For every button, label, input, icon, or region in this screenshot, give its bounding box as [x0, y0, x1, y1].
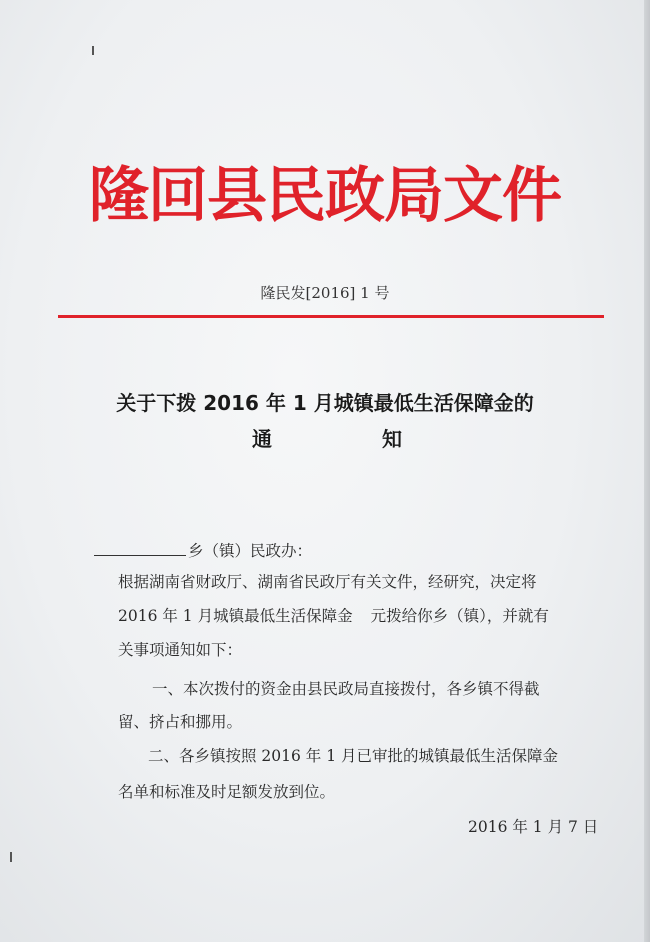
- issuer-title: 隆回县民政局文件: [89, 161, 561, 231]
- subject-char-tong: 通: [252, 427, 272, 451]
- paper-speck: [92, 46, 94, 55]
- para1-line2-start: 2016 年 1 月城镇最低生活保障金: [118, 607, 353, 625]
- document-number: 隆民发[2016] 1 号: [260, 284, 390, 302]
- paper-speck: [10, 852, 12, 862]
- addressee-line: [94, 538, 312, 564]
- item2-line1: 二、各乡镇按照 2016 年 1 月已审批的城镇最低生活保障金: [148, 747, 559, 765]
- para1-line2: [118, 603, 549, 629]
- paper-edge: [644, 0, 650, 942]
- item1-line2: 留、挤占和挪用。: [118, 713, 243, 731]
- addressee-blank: [94, 539, 186, 556]
- subject-title-line1: 关于下拨 2016 年 1 月城镇最低生活保障金的: [116, 391, 534, 415]
- subject-char-zhi: 知: [382, 427, 402, 451]
- subject-title-line2: [252, 424, 452, 454]
- addressee-text: 乡（镇）民政办：: [188, 542, 313, 560]
- red-divider-line: [58, 315, 604, 318]
- para1-line1: 根据湖南省财政厅、湖南省民政厅有关文件，经研究，决定将: [118, 573, 537, 591]
- issue-date: 2016 年 1 月 7 日: [468, 818, 599, 836]
- item1-line1: 一、本次拨付的资金由县民政局直接拨付，各乡镇不得截: [152, 680, 540, 698]
- para1-line2-end: 元拨给你乡（镇），并就有: [370, 607, 549, 625]
- para1-line3: 关事项通知如下：: [118, 641, 243, 659]
- item2-line2: 名单和标准及时足额发放到位。: [118, 783, 336, 801]
